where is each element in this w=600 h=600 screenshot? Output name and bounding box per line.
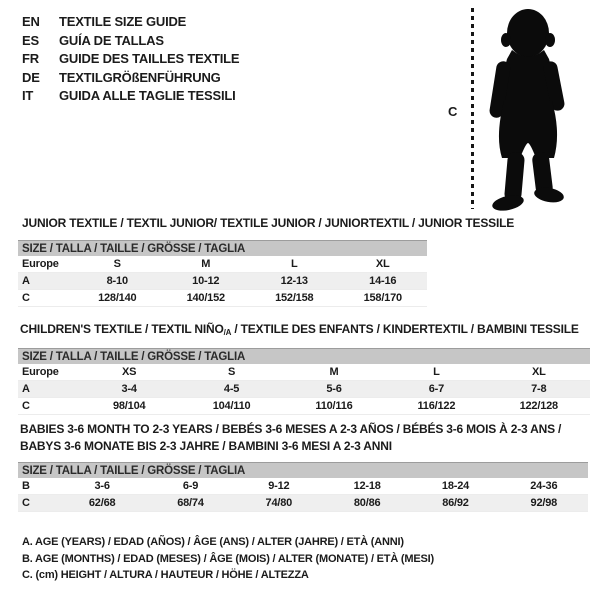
table-row — [18, 290, 427, 307]
table-row — [18, 495, 588, 512]
row-label: C — [18, 290, 73, 307]
row-label: A — [18, 381, 78, 398]
table-cell: 92/98 — [500, 495, 588, 512]
table-cell: XL — [339, 256, 428, 273]
language-row — [22, 50, 239, 69]
children-title-post: / TEXTILE DES ENFANTS / KINDERTEXTIL / BAMBINI TESSILE — [231, 322, 579, 336]
language-label: TEXTILGRÖßENFÜHRUNG — [59, 69, 221, 85]
row-label: C — [18, 495, 58, 512]
babies-title-line1: BABIES 3-6 MONTH TO 2-3 YEARS / BEBÉS 3-6 MESES A 2-3 AÑOS / BÉBÉS 3-6 MOIS À 2-3 ANS / — [20, 422, 562, 436]
babies-section-title — [20, 421, 580, 454]
legend-line-a: A. AGE (YEARS) / EDAD (AÑOS) / ÂGE (ANS) / ALTER (JAHRE) / ETÀ (ANNI) — [22, 536, 404, 548]
table-cell: 18-24 — [411, 478, 499, 495]
toddler-silhouette-icon — [482, 6, 574, 212]
children-title-pre: CHILDREN'S TEXTILE / TEXTIL NIÑO — [20, 322, 224, 336]
language-label: GUIDE DES TAILLES TEXTILE — [59, 51, 240, 66]
legend-line-b: B. AGE (MONTHS) / EDAD (MESES) / ÂGE (MOIS) / ALTER (MONATE) / ETÀ (MESI) — [22, 552, 434, 565]
table-cell: 74/80 — [235, 495, 323, 512]
table-cell: 158/170 — [339, 290, 428, 307]
height-measure-dashed-line — [471, 8, 474, 209]
table-cell: 8-10 — [73, 273, 162, 290]
language-code: IT — [22, 88, 34, 103]
measurement-legend — [22, 534, 434, 584]
table-cell: 104/110 — [180, 398, 282, 415]
table-cell: 3-6 — [58, 478, 146, 495]
language-label: GUÍA DE TALLAS — [59, 32, 164, 48]
table-row — [18, 398, 590, 415]
table-cell: 7-8 — [488, 381, 590, 398]
table-cell: 14-16 — [339, 273, 428, 290]
language-code: DE — [22, 69, 40, 85]
table-row — [18, 256, 427, 273]
language-row — [22, 69, 239, 88]
table-cell: 62/68 — [58, 495, 146, 512]
table-cell: 80/86 — [323, 495, 411, 512]
row-label: B — [18, 478, 58, 495]
language-code: ES — [22, 32, 39, 48]
table-cell: 6-9 — [146, 478, 234, 495]
table-cell: 10-12 — [162, 273, 251, 290]
table-cell: 12-18 — [323, 478, 411, 495]
table-cell: S — [180, 364, 282, 381]
table-cell: 3-4 — [78, 381, 180, 398]
language-row — [22, 87, 239, 106]
language-code: FR — [22, 51, 39, 66]
language-label: TEXTILE SIZE GUIDE — [59, 14, 187, 29]
table-cell: 4-5 — [180, 381, 282, 398]
legend-line-c: C. (cm) HEIGHT / ALTURA / HAUTEUR / HÖHE / ALTEZZA — [22, 569, 309, 581]
children-size-table — [18, 348, 590, 415]
junior-size-table — [18, 240, 427, 307]
children-section-title — [20, 321, 579, 342]
size-header-bar: SIZE / TALLA / TAILLE / GRÖSSE / TAGLIA — [18, 240, 427, 256]
table-cell: S — [73, 256, 162, 273]
table-cell: 152/158 — [250, 290, 339, 307]
table-cell: 24-36 — [500, 478, 588, 495]
table-row — [18, 273, 427, 290]
table-cell: L — [250, 256, 339, 273]
babies-title-line2: BABYS 3-6 MONATE BIS 2-3 JAHRE / BAMBINI 3-6 MESI A 2-3 ANNI — [20, 438, 392, 453]
table-cell: XL — [488, 364, 590, 381]
table-cell: XS — [78, 364, 180, 381]
table-cell: L — [385, 364, 487, 381]
row-label: Europe — [18, 256, 73, 273]
table-cell: 98/104 — [78, 398, 180, 415]
table-cell: 116/122 — [385, 398, 487, 415]
table-row — [18, 381, 590, 398]
language-label: GUIDA ALLE TAGLIE TESSILI — [59, 88, 236, 103]
language-code: EN — [22, 14, 40, 29]
language-row — [22, 32, 239, 51]
size-header-bar: SIZE / TALLA / TAILLE / GRÖSSE / TAGLIA — [18, 462, 588, 478]
row-label: C — [18, 398, 78, 415]
table-cell: 86/92 — [411, 495, 499, 512]
table-cell: 5-6 — [283, 381, 385, 398]
table-cell: M — [283, 364, 385, 381]
language-row — [22, 13, 239, 32]
junior-section-title: JUNIOR TEXTILE / TEXTIL JUNIOR/ TEXTILE JUNIOR / JUNIORTEXTIL / JUNIOR TESSILE — [22, 216, 515, 230]
table-row — [18, 364, 590, 381]
table-cell: 110/116 — [283, 398, 385, 415]
language-list — [22, 13, 239, 106]
measure-label-c: C — [448, 104, 458, 119]
table-cell: M — [162, 256, 251, 273]
table-cell: 6-7 — [385, 381, 487, 398]
table-row — [18, 478, 588, 495]
babies-size-table — [18, 462, 588, 512]
table-cell: 68/74 — [146, 495, 234, 512]
row-label: Europe — [18, 364, 78, 381]
table-cell: 128/140 — [73, 290, 162, 307]
table-cell: 12-13 — [250, 273, 339, 290]
size-header-bar: SIZE / TALLA / TAILLE / GRÖSSE / TAGLIA — [18, 348, 590, 364]
row-label: A — [18, 273, 73, 290]
children-title-sub: /A — [223, 328, 232, 337]
table-cell: 9-12 — [235, 478, 323, 495]
table-cell: 122/128 — [488, 398, 590, 415]
table-cell: 140/152 — [162, 290, 251, 307]
